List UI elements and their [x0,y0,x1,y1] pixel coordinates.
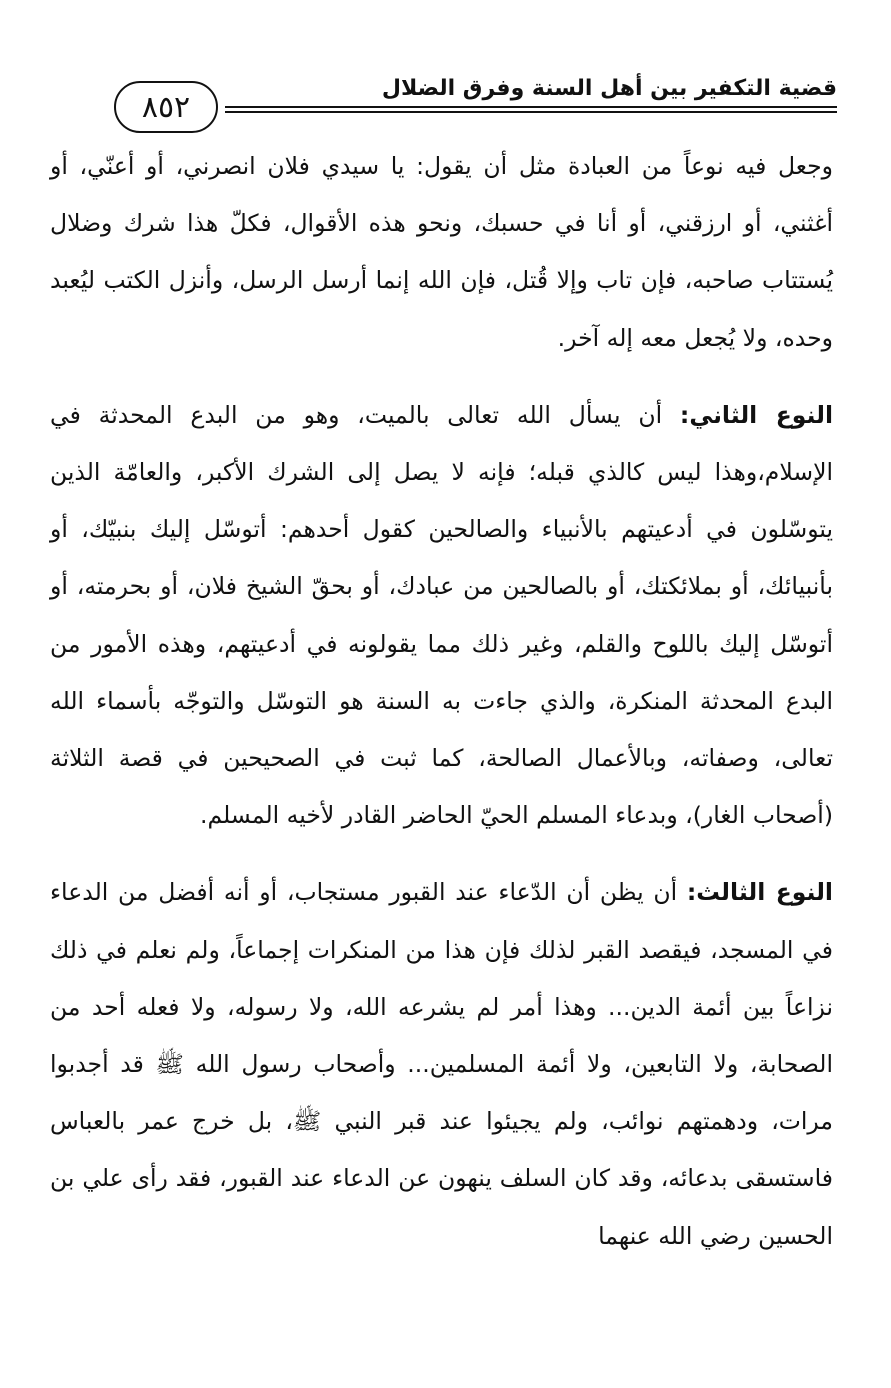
paragraph-text: أن يظن أن الدّعاء عند القبور مستجاب، أو أنه أفضل من الدعاء في المسجد، فيقصد القبر لذلك فإن هذا من المنكرات إجماعاً، ولم نعلم في ذلك نزاعاً بين أئمة الدين... وهذا أمر لم يشرعه الله، ولا رسوله، ولا فعله أحد من الصحابة، ولا التابعين، ولا أئمة المسلمين... وأصحاب رسول الله ﷺ قد أجدبوا مرات، ودهمتهم نوائب، ولم يجيئوا عند قبر النبي ﷺ، بل خرج عمر بالعباس فاستسقى بدعائه، وقد كان السلف ينهون عن الدعاء عند القبور، فقد رأى علي بن الحسين رضي الله عنهما [50,878,833,1250]
header-rule-bottom [225,111,837,113]
paragraph-text: أن يسأل الله تعالى بالميت، وهو من البدع المحدثة في الإسلام،وهذا ليس كالذي قبله؛ فإنه لا يصل إلى الشرك الأكبر، والعامّة الذين يتوسّلون في أدعيتهم بالأنبياء والصالحين كقول أحدهم: أتوسّل إليك بنبيّك، أو بأنبيائك، أو بملائكتك، أو بالصالحين من عبادك، أو بحقّ الشيخ فلان، أو بحرمته، أو أتوسّل إليك باللوح والقلم، وغير ذلك مما يقولونه في أدعيتهم، وهذه الأمور من البدع المحدثة المنكرة، والذي جاءت به السنة هو التوسّل والتوجّه بأسماء الله تعالى، وصفاته، وبالأعمال الصالحة، كما ثبت في الصحيحين في قصة الثلاثة (أصحاب الغار)، وبدعاء المسلم الحيّ الحاضر القادر لأخيه المسلم. [50,400,833,830]
header-rule-top [225,106,837,108]
paragraph-3 [50,864,833,1264]
page-number: ٨٥٢ [114,81,218,133]
page-body [50,138,833,1265]
paragraph-lead: النوع الثاني: [679,400,833,429]
paragraph-1 [50,138,833,367]
paragraph-2 [50,387,833,845]
running-title: قضية التكفير بين أهل السنة وفرق الضلال [381,76,837,101]
paragraph-lead: النوع الثالث: [686,878,833,907]
paragraph-text: وجعل فيه نوعاً من العبادة مثل أن يقول: يا سيدي فلان انصرني، أو أعنّي، أو أغثني، أو ارزقني، أو أنا في حسبك، ونحو هذه الأقوال، فكلّ هذا شرك وضلال يُستتاب صاحبه، فإن تاب وإلا قُتل، فإن الله إنما أرسل الرسل، وأنزل الكتب ليُعبد وحده، ولا يُجعل معه إله آخر. [50,152,833,352]
page-header [44,58,837,125]
